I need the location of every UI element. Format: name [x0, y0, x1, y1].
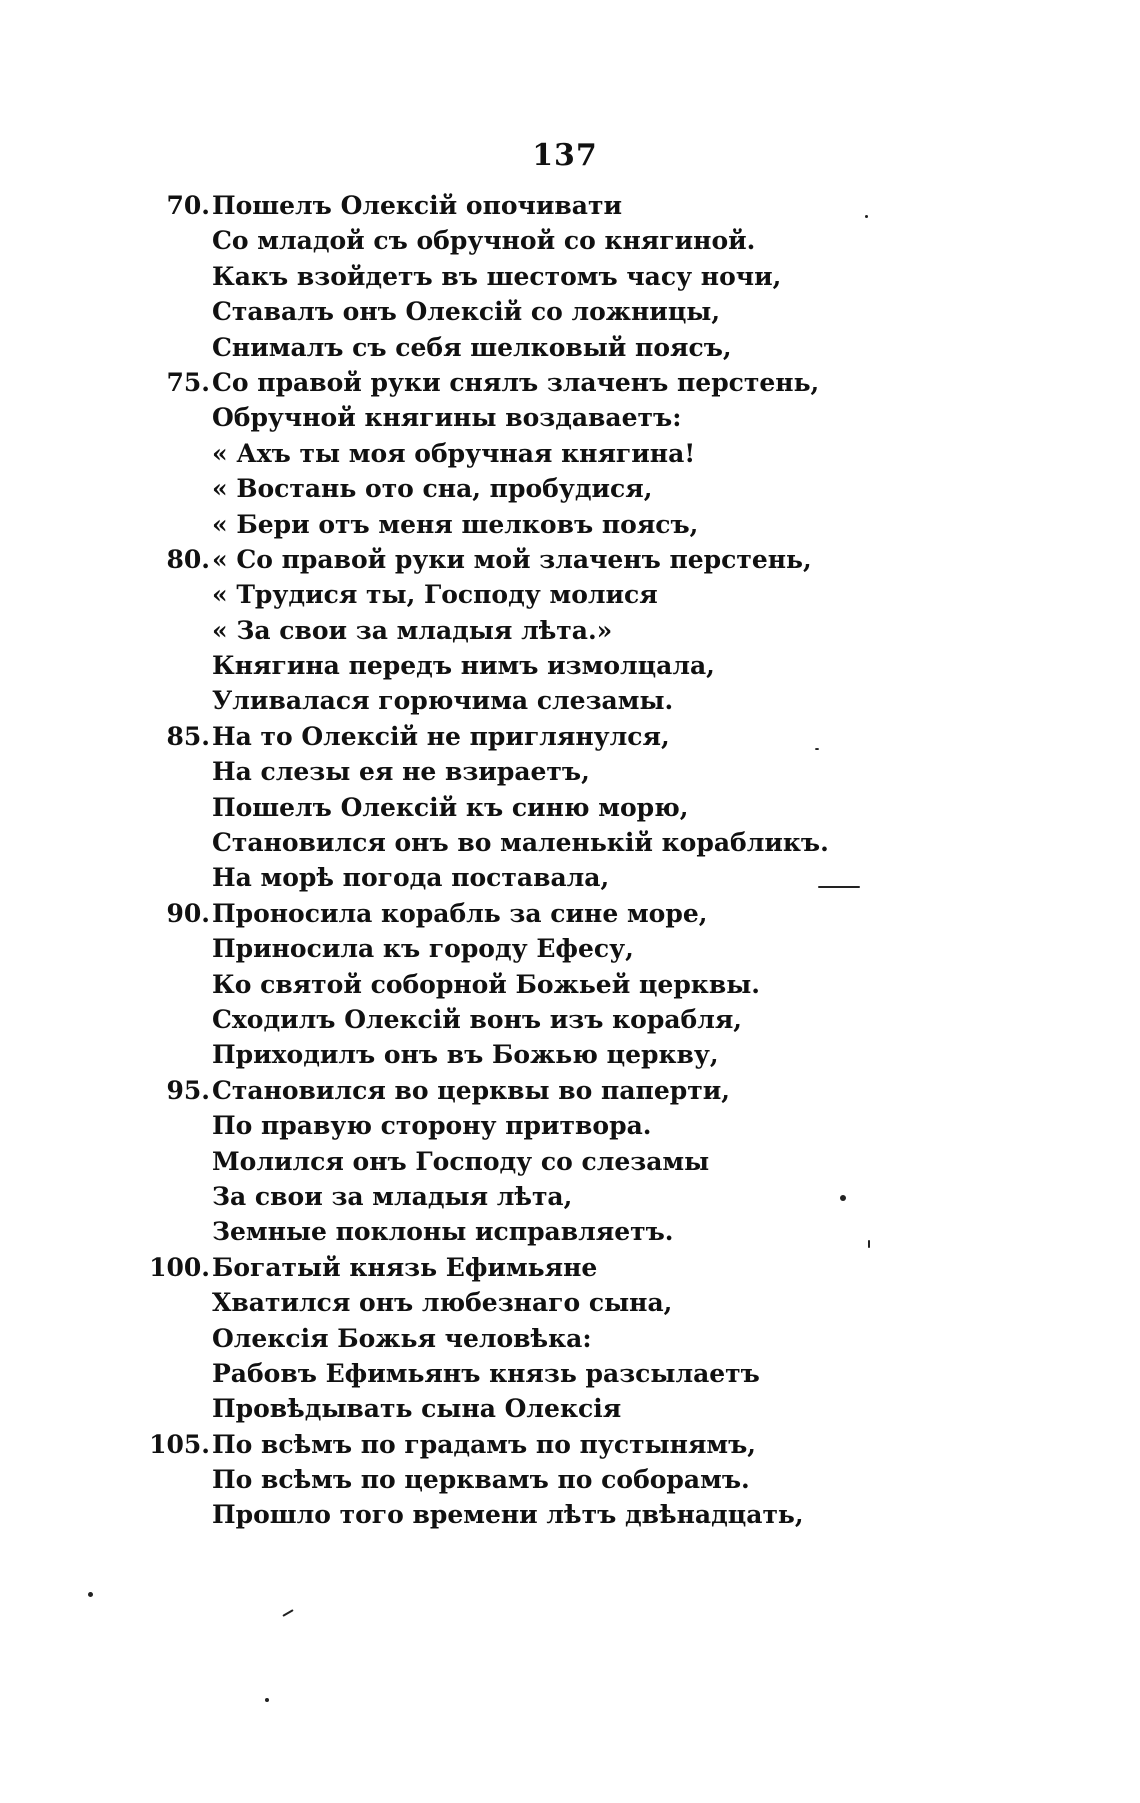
poem-line [118, 259, 938, 294]
line-text: Становился во церквы во паперти, [212, 1075, 730, 1105]
line-text: « Востань ото сна, пробудися, [212, 474, 653, 504]
line-text: На морѣ погода поставала, [212, 863, 610, 893]
line-number: 70. [166, 191, 210, 220]
poem-line [118, 1391, 938, 1426]
poem-line [118, 931, 938, 966]
poem-line [118, 967, 938, 1002]
scan-speck [88, 1592, 93, 1597]
line-text: По всѣмъ по градамъ по пустынямъ, [212, 1429, 757, 1459]
line-text: На то Олексій не приглянулся, [212, 721, 670, 751]
scan-speck [282, 1609, 293, 1617]
line-text: Ко святой соборной Божьей церквы. [212, 969, 760, 999]
line-number: 85. [166, 721, 210, 751]
page-number: 137 [532, 138, 598, 173]
poem-line [118, 613, 938, 648]
line-text: Со младой съ обручной со княгиной. [212, 226, 756, 256]
line-text: « Ахъ ты моя обручная княгина! [212, 438, 696, 468]
line-text: Олексія Божья человѣка: [212, 1323, 592, 1353]
line-number: 80. [166, 544, 210, 574]
poem-line [118, 1321, 938, 1356]
poem-text [118, 188, 938, 1533]
line-text: Княгина передъ нимъ измолцала, [212, 651, 715, 681]
poem-line [118, 790, 938, 825]
line-text: Хватился онъ любезнаго сына, [212, 1288, 673, 1318]
line-text: Пошелъ Олексій къ синю морю, [212, 792, 689, 822]
line-number: 95. [166, 1075, 210, 1105]
scan-speck [840, 1195, 846, 1201]
poem-line [118, 1108, 938, 1143]
poem-line [118, 1214, 938, 1249]
poem-line [118, 825, 938, 860]
poem-line [118, 896, 938, 931]
line-text: Молился онъ Господу со слезамы [212, 1146, 710, 1176]
poem-line [118, 1285, 938, 1320]
poem-line [118, 577, 938, 612]
scan-speck [815, 748, 819, 750]
poem-line [118, 294, 938, 329]
scan-speck [868, 1240, 870, 1248]
line-text: По всѣмъ по церквамъ по соборамъ. [212, 1465, 750, 1495]
line-text: Приносила къ городу Ефесу, [212, 934, 634, 964]
line-text: « Трудися ты, Господу молися [212, 580, 658, 610]
scan-speck [818, 886, 860, 888]
poem-line [118, 436, 938, 471]
line-text: Становился онъ во маленькій корабликъ. [212, 828, 829, 858]
poem-line [118, 1179, 938, 1214]
poem-line [118, 1037, 938, 1072]
line-text: Приходилъ онъ въ Божью церкву, [212, 1040, 719, 1070]
poem-line [118, 1356, 938, 1391]
poem-line [118, 1427, 938, 1462]
line-text: « Бери отъ меня шелковъ поясъ, [212, 509, 699, 539]
line-text: Проносила корабль за сине море, [212, 898, 708, 928]
poem-line [118, 1462, 938, 1497]
poem-line [118, 1144, 938, 1179]
line-number: 75. [166, 367, 210, 397]
poem-line [118, 754, 938, 789]
poem-line [118, 365, 938, 400]
poem-line [118, 1497, 938, 1532]
line-text: Пошелъ Олексій опочивати [212, 191, 622, 220]
line-text: Обручной княгины воздаваетъ: [212, 403, 682, 433]
poem-line [118, 223, 938, 258]
line-text: Сходилъ Олексій вонъ изъ корабля, [212, 1004, 743, 1034]
line-text: Уливалася горючима слезамы. [212, 686, 674, 716]
line-text: « За свои за младыя лѣта.» [212, 615, 613, 645]
line-number: 105. [149, 1429, 210, 1459]
line-number: 90. [166, 898, 210, 928]
poem-line [118, 683, 938, 718]
poem-line [118, 400, 938, 435]
poem-line [118, 507, 938, 542]
line-text: По правую сторону притвора. [212, 1111, 652, 1141]
line-text: Какъ взойдетъ въ шестомъ часу ночи, [212, 261, 782, 291]
poem-line [118, 1250, 938, 1285]
line-text: Со правой руки снялъ злаченъ перстень, [212, 367, 820, 397]
poem-line [118, 860, 938, 895]
poem-line [118, 1002, 938, 1037]
poem-line [118, 648, 938, 683]
line-text: На слезы ея не взираетъ, [212, 757, 590, 787]
poem-line [118, 471, 938, 506]
line-text: Провѣдывать сына Олексія [212, 1394, 622, 1424]
line-text: Рабовъ Ефимьянъ князь разсылаетъ [212, 1358, 760, 1388]
line-text: Прошло того времени лѣтъ двѣнадцать, [212, 1500, 804, 1530]
poem-line [118, 188, 938, 223]
scan-speck [865, 215, 868, 218]
line-text: Земные поклоны исправляетъ. [212, 1217, 674, 1247]
line-text: За свои за младыя лѣта, [212, 1181, 573, 1211]
line-text: Ставалъ онъ Олексій со ложницы, [212, 297, 721, 327]
poem-line [118, 542, 938, 577]
poem-line [118, 1073, 938, 1108]
line-number: 100. [149, 1252, 210, 1282]
line-text: Снималъ съ себя шелковый поясъ, [212, 332, 732, 362]
scan-speck [265, 1698, 269, 1702]
line-text: « Со правой руки мой злаченъ перстень, [212, 544, 812, 574]
line-text: Богатый князь Ефимьяне [212, 1252, 598, 1282]
poem-line [118, 330, 938, 365]
